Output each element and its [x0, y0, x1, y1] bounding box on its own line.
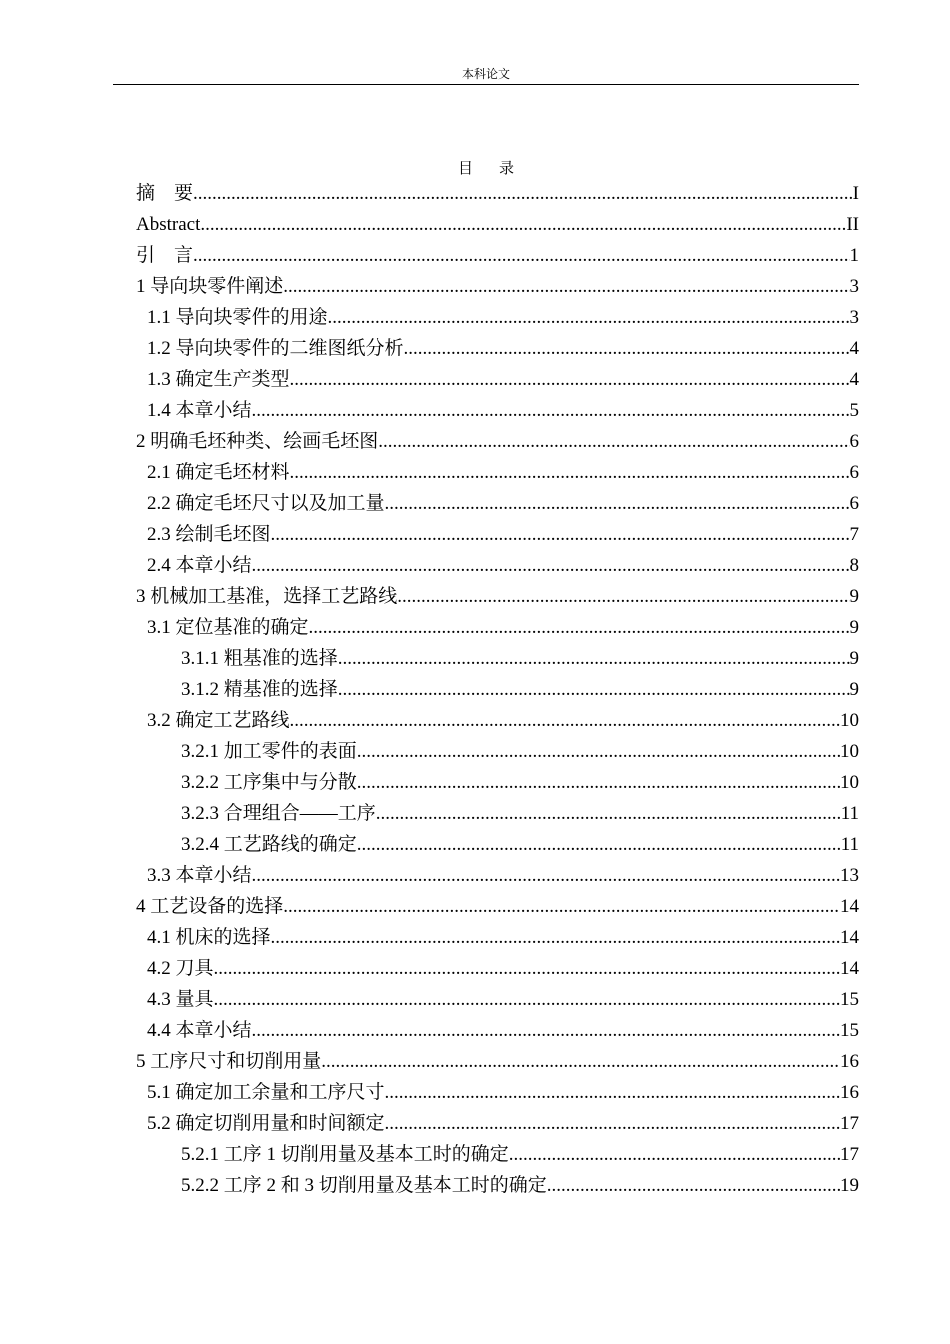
toc-entry-page: 15 — [840, 989, 859, 1010]
toc-entry[interactable] — [136, 1170, 859, 1201]
toc-entry-page: 10 — [840, 772, 859, 793]
toc-entry-page: 7 — [849, 524, 859, 545]
toc-entry-page: 10 — [840, 741, 859, 762]
toc-entry-label: 3.1.1 粗基准的选择 — [181, 648, 338, 669]
toc-leader-dots — [547, 1170, 840, 1201]
toc-leader-dots — [328, 302, 850, 333]
toc-entry[interactable] — [136, 457, 859, 488]
toc-entry-page: 17 — [840, 1144, 859, 1165]
toc-leader-dots — [283, 891, 840, 922]
toc-entry-label: 1.1 导向块零件的用途 — [147, 307, 328, 328]
toc-entry-label: 1.2 导向块零件的二维图纸分析 — [147, 338, 404, 359]
toc-entry-page: 4 — [849, 369, 859, 390]
toc-entry[interactable] — [136, 612, 859, 643]
toc-entry-page: 16 — [840, 1051, 859, 1072]
toc-leader-dots — [193, 240, 849, 271]
toc-entry-page: 19 — [840, 1175, 859, 1196]
toc-entry-label: 1.4 本章小结 — [147, 400, 252, 421]
toc-entry[interactable] — [136, 736, 859, 767]
toc-entry-page: 3 — [849, 276, 859, 297]
toc-entry-page: II — [846, 214, 859, 235]
toc-entry[interactable] — [136, 1108, 859, 1139]
toc-entry-label: 5.1 确定加工余量和工序尺寸 — [147, 1082, 385, 1103]
toc-entry[interactable] — [136, 550, 859, 581]
toc-entry-label: 2.3 绘制毛坯图 — [147, 524, 271, 545]
toc-leader-dots — [385, 488, 850, 519]
toc-entry[interactable] — [136, 922, 859, 953]
toc-entry-label: 3.1.2 精基准的选择 — [181, 679, 338, 700]
toc-entry-label: 3 机械加工基准，选择工艺路线 — [136, 586, 398, 607]
toc-entry[interactable] — [136, 891, 859, 922]
toc-entry-label: Abstract — [136, 214, 201, 235]
toc-entry-page: 16 — [840, 1082, 859, 1103]
toc-leader-dots — [338, 643, 850, 674]
toc-entry-page: 6 — [849, 462, 859, 483]
toc-entry[interactable] — [136, 426, 859, 457]
toc-entry-page: 15 — [840, 1020, 859, 1041]
toc-entry-page: 14 — [840, 958, 859, 979]
toc-leader-dots — [271, 519, 850, 550]
toc-title-left: 目 — [457, 159, 473, 177]
toc-entry[interactable] — [136, 333, 859, 364]
toc-entry[interactable] — [136, 798, 859, 829]
toc-leader-dots — [357, 767, 840, 798]
toc-leader-dots — [509, 1139, 840, 1170]
toc-entry-label: 3.2.3 合理组合——工序 — [181, 803, 376, 824]
toc-entry-label: 3.3 本章小结 — [147, 865, 252, 886]
toc-title-right: 录 — [499, 159, 515, 177]
toc-entry[interactable] — [136, 488, 859, 519]
toc-leader-dots — [376, 798, 841, 829]
toc-leader-dots — [385, 1077, 840, 1108]
toc-entry-label: 4.2 刀具 — [147, 958, 214, 979]
toc-entry-label: 4.1 机床的选择 — [147, 927, 271, 948]
toc-leader-dots — [378, 426, 849, 457]
toc-entry-label: 4.3 量具 — [147, 989, 214, 1010]
toc-entry[interactable] — [136, 209, 859, 240]
toc-entry-page: 4 — [849, 338, 859, 359]
toc-entry-page: 17 — [840, 1113, 859, 1134]
toc-entry[interactable] — [136, 705, 859, 736]
toc-entry-label: 3.2 确定工艺路线 — [147, 710, 290, 731]
toc-entry-page: I — [852, 183, 859, 204]
toc-title — [113, 158, 859, 178]
toc-leader-dots — [385, 1108, 840, 1139]
toc-entry[interactable] — [136, 1077, 859, 1108]
toc-entry[interactable] — [136, 860, 859, 891]
toc-entry[interactable] — [136, 829, 859, 860]
toc-entry-page: 8 — [849, 555, 859, 576]
toc-entry-page: 9 — [849, 648, 859, 669]
toc-entry-page: 3 — [849, 307, 859, 328]
toc-entry[interactable] — [136, 302, 859, 333]
toc-leader-dots — [321, 1046, 840, 1077]
toc-leader-dots — [252, 395, 850, 426]
toc-entry[interactable] — [136, 1046, 859, 1077]
toc-leader-dots — [290, 705, 840, 736]
toc-entry[interactable] — [136, 519, 859, 550]
toc-entry-page: 11 — [840, 803, 859, 824]
toc-entry-label: 3.1 定位基准的确定 — [147, 617, 309, 638]
toc-entry-page: 1 — [849, 245, 859, 266]
toc-leader-dots — [193, 178, 853, 209]
toc-leader-dots — [290, 457, 850, 488]
toc-entry-page: 11 — [840, 834, 859, 855]
toc-leader-dots — [214, 953, 840, 984]
toc-entry-label: 3.2.2 工序集中与分散 — [181, 772, 357, 793]
toc-entry[interactable] — [136, 395, 859, 426]
toc-entry-label: 5.2.2 工序 2 和 3 切削用量及基本工时的确定 — [181, 1175, 547, 1196]
toc-entry-label: 2.1 确定毛坯材料 — [147, 462, 290, 483]
toc-leader-dots — [338, 674, 850, 705]
toc-entry-page: 6 — [849, 493, 859, 514]
toc-entry[interactable] — [136, 674, 859, 705]
toc-leader-dots — [309, 612, 850, 643]
toc-leader-dots — [252, 1015, 840, 1046]
toc-entry-label: 5.2 确定切削用量和时间额定 — [147, 1113, 385, 1134]
toc-entry-label: 4 工艺设备的选择 — [136, 896, 284, 917]
toc-entry[interactable] — [136, 364, 859, 395]
toc-entry[interactable] — [136, 984, 859, 1015]
toc-entry[interactable] — [136, 240, 859, 271]
table-of-contents — [136, 178, 859, 1201]
toc-entry[interactable] — [136, 767, 859, 798]
toc-leader-dots — [252, 550, 850, 581]
toc-entry-label: 2.2 确定毛坯尺寸以及加工量 — [147, 493, 385, 514]
toc-entry-label: 3.2.1 加工零件的表面 — [181, 741, 357, 762]
toc-entry-page: 9 — [849, 586, 859, 607]
toc-entry-page: 5 — [849, 400, 859, 421]
toc-entry-page: 6 — [849, 431, 859, 452]
toc-entry-label: 引 言 — [136, 245, 194, 266]
toc-entry[interactable] — [136, 581, 859, 612]
toc-entry[interactable] — [136, 178, 859, 209]
toc-entry-label: 4.4 本章小结 — [147, 1020, 252, 1041]
toc-entry[interactable] — [136, 1015, 859, 1046]
toc-entry-label: 3.2.4 工艺路线的确定 — [181, 834, 357, 855]
toc-leader-dots — [290, 364, 850, 395]
toc-entry-label: 5.2.1 工序 1 切削用量及基本工时的确定 — [181, 1144, 509, 1165]
toc-entry-page: 14 — [840, 896, 859, 917]
toc-entry-label: 1.3 确定生产类型 — [147, 369, 290, 390]
toc-entry-label: 摘 要 — [136, 183, 194, 204]
toc-entry-page: 14 — [840, 927, 859, 948]
toc-entry-page: 9 — [849, 617, 859, 638]
toc-leader-dots — [252, 860, 840, 891]
toc-leader-dots — [271, 922, 840, 953]
toc-entry-label: 5 工序尺寸和切削用量 — [136, 1051, 322, 1072]
toc-leader-dots — [357, 736, 840, 767]
toc-entry-page: 9 — [849, 679, 859, 700]
toc-leader-dots — [357, 829, 841, 860]
toc-leader-dots — [283, 271, 849, 302]
toc-entry[interactable] — [136, 1139, 859, 1170]
toc-entry-page: 13 — [840, 865, 859, 886]
page-header: 本科论文 — [113, 66, 859, 85]
toc-leader-dots — [397, 581, 849, 612]
toc-entry-label: 2 明确毛坯种类、绘画毛坯图 — [136, 431, 379, 452]
toc-entry[interactable] — [136, 271, 859, 302]
toc-leader-dots — [214, 984, 840, 1015]
toc-leader-dots — [404, 333, 850, 364]
toc-entry-label: 2.4 本章小结 — [147, 555, 252, 576]
toc-leader-dots — [200, 209, 846, 240]
toc-entry[interactable] — [136, 953, 859, 984]
toc-entry-label: 1 导向块零件阐述 — [136, 276, 284, 297]
toc-entry[interactable] — [136, 643, 859, 674]
toc-entry-page: 10 — [840, 710, 859, 731]
